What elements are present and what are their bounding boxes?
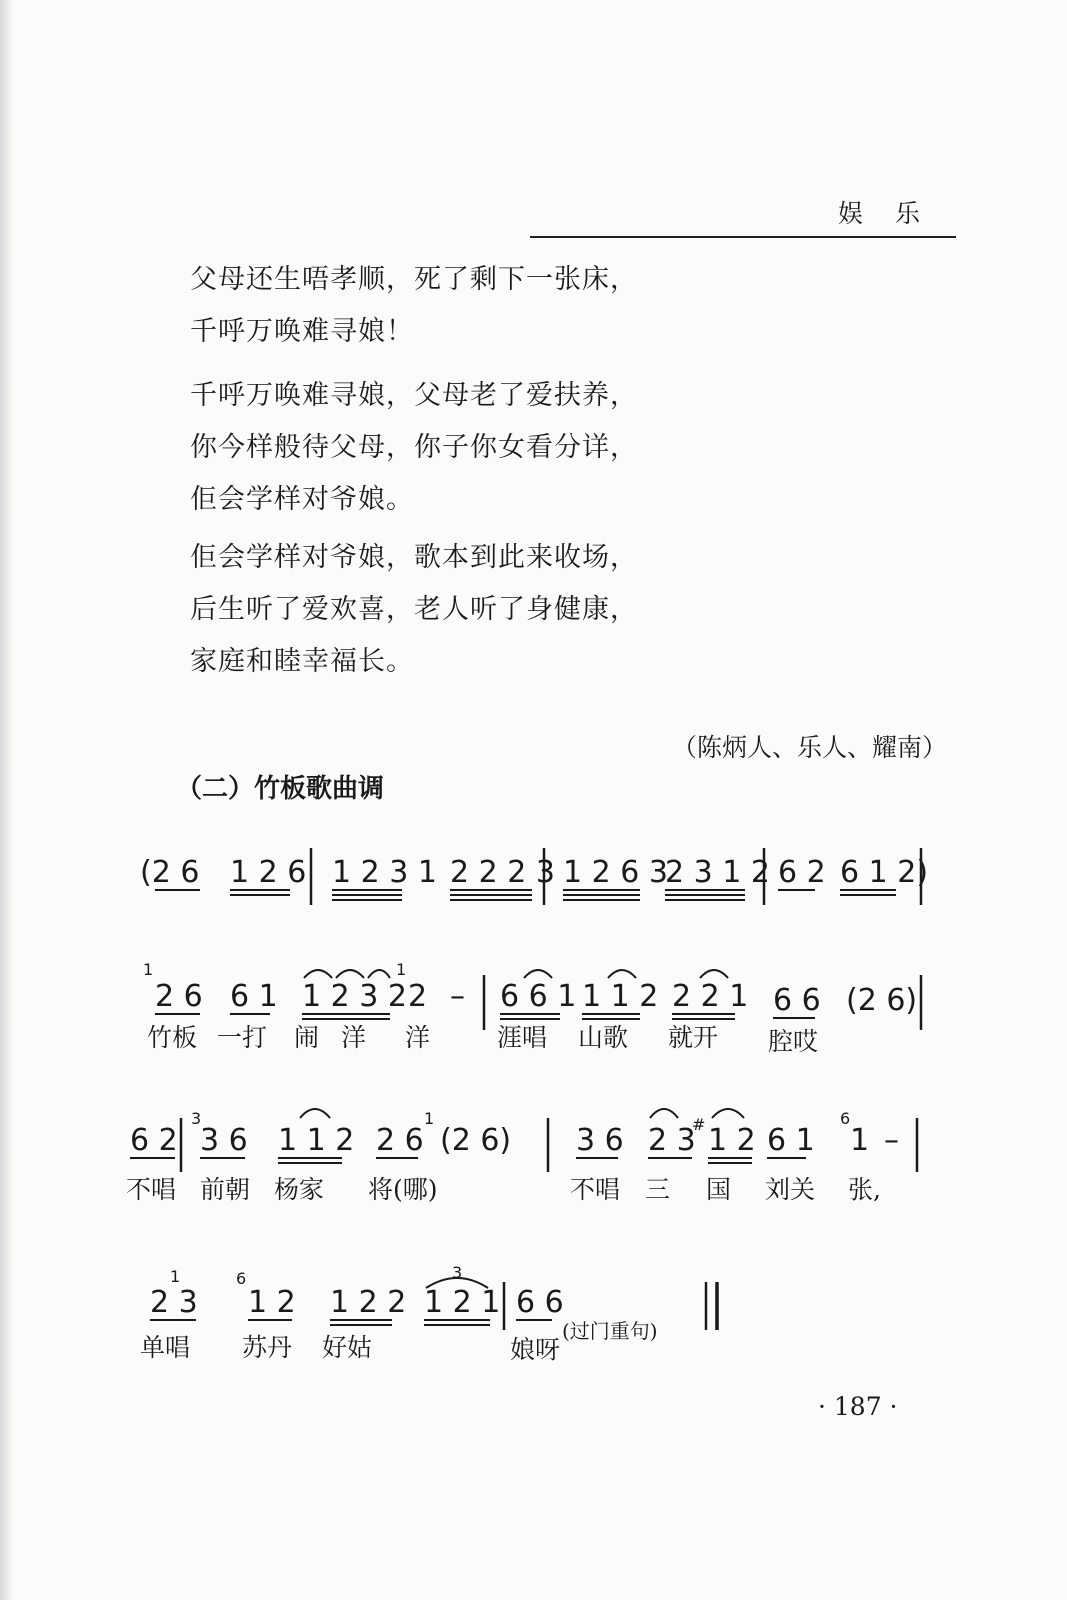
verse-line: 父母还生唔孝顺，死了剩下一张床， bbox=[190, 264, 638, 295]
note-group: 6 1 bbox=[767, 1123, 815, 1158]
grace-note: 1 bbox=[396, 960, 407, 979]
verse-line: 佢会学样对爷娘，歌本到此来收场， bbox=[190, 542, 638, 573]
lyric: 不唱 bbox=[570, 1175, 621, 1204]
note-group: 2 6 bbox=[376, 1123, 424, 1158]
note-group: – bbox=[450, 979, 465, 1014]
grace-note: 1 bbox=[424, 1109, 435, 1128]
note-group: 6 1 2) bbox=[840, 855, 929, 890]
note-group: 2 6 bbox=[155, 979, 203, 1014]
repeat-annotation: (过门重句) bbox=[562, 1319, 658, 1343]
note-group: 1 bbox=[850, 1123, 870, 1158]
note-group: 1 2 3 1 bbox=[332, 855, 437, 890]
verse-line: 后生听了爱欢喜，老人听了身健康， bbox=[190, 594, 638, 625]
note-group: 3 6 bbox=[200, 1123, 248, 1158]
note-group: 1 2 bbox=[248, 1285, 296, 1320]
grace-note: 6 bbox=[840, 1109, 851, 1128]
note-group: 3 6 bbox=[576, 1123, 624, 1158]
lyric: 竹板 bbox=[147, 1023, 198, 1052]
score-line-4 bbox=[140, 1263, 717, 1364]
note-group: 1 2 1 bbox=[424, 1285, 501, 1320]
verse-line: 佢会学样对爷娘。 bbox=[190, 484, 414, 515]
verse-line: 千呼万唤难寻娘！ bbox=[190, 316, 414, 347]
grace-note: 3 bbox=[191, 1109, 202, 1128]
lyric: 腔哎 bbox=[768, 1027, 819, 1056]
note-group: 2 3 1 2 bbox=[665, 855, 770, 890]
note-group: 6 2 bbox=[778, 855, 826, 890]
grace-note: 1 bbox=[143, 960, 154, 979]
lyric: 国 bbox=[706, 1175, 732, 1204]
note-group: 2 3 bbox=[150, 1285, 198, 1320]
lyric: 不唱 bbox=[126, 1175, 177, 1204]
lyric: 闹 bbox=[294, 1023, 320, 1052]
grace-note: 6 bbox=[236, 1269, 247, 1288]
note-group: 6 6 bbox=[516, 1285, 564, 1320]
note-group: 1 1 2 bbox=[582, 979, 659, 1014]
sharp-sign: # bbox=[692, 1115, 706, 1134]
lyric: 三 bbox=[645, 1175, 671, 1204]
note-group: 6 2 bbox=[130, 1123, 178, 1158]
score-line-1 bbox=[140, 848, 928, 905]
verse-line: 你今样般待父母，你子你女看分详， bbox=[190, 432, 638, 463]
note-group: 1 2 6 bbox=[230, 855, 307, 890]
section-title: （二）竹板歌曲调 bbox=[176, 774, 385, 804]
score-line-2 bbox=[143, 960, 921, 1056]
lyric: 洋 bbox=[341, 1023, 367, 1052]
note-group: 2 bbox=[408, 979, 428, 1014]
verse-line: 千呼万唤难寻娘，父母老了爱扶养， bbox=[190, 380, 638, 411]
lyric: 娘呀 bbox=[510, 1335, 561, 1364]
triplet-mark: 3 bbox=[452, 1263, 463, 1282]
lyric: 张, bbox=[848, 1175, 881, 1204]
note-group: (2 6) bbox=[440, 1123, 512, 1158]
note-group: 2 2 1 bbox=[672, 979, 749, 1014]
running-header-title: 娱 乐 bbox=[838, 199, 932, 228]
verse-line: 家庭和睦幸福长。 bbox=[190, 646, 414, 677]
lyric: 好姑 bbox=[322, 1333, 373, 1362]
note-group: 2 2 2 3 bbox=[450, 855, 555, 890]
note-group: – bbox=[884, 1123, 899, 1158]
note-group: 6 6 1 bbox=[500, 979, 577, 1014]
note-group: 6 1 bbox=[230, 979, 278, 1014]
lyric: 杨家 bbox=[274, 1175, 325, 1204]
note-group: (2 6 bbox=[140, 855, 200, 890]
lyric: 刘关 bbox=[765, 1175, 816, 1204]
note-group: 1 2 6 3 bbox=[563, 855, 668, 890]
attribution: （陈炳人、乐人、耀南） bbox=[672, 733, 948, 762]
note-group: 2 3 bbox=[648, 1123, 696, 1158]
note-group: 1 1 2 bbox=[278, 1123, 355, 1158]
note-group: 1 2 3 2 bbox=[302, 979, 407, 1014]
grace-note: 1 bbox=[170, 1267, 181, 1286]
note-group: 1 2 bbox=[708, 1123, 756, 1158]
score-line-3 bbox=[126, 1109, 917, 1204]
lyric: 单唱 bbox=[140, 1333, 191, 1362]
lyric: 山歌 bbox=[578, 1023, 629, 1052]
lyric: 涯唱 bbox=[497, 1023, 548, 1052]
lyric: 将(哪) bbox=[368, 1175, 438, 1204]
lyric: 前朝 bbox=[200, 1175, 251, 1204]
note-group: 6 6 bbox=[773, 983, 821, 1018]
note-group: (2 6) bbox=[846, 983, 918, 1018]
lyric: 就开 bbox=[668, 1023, 719, 1052]
note-group: 1 2 2 bbox=[330, 1285, 407, 1320]
underlines bbox=[155, 890, 896, 900]
lyric: 苏丹 bbox=[242, 1333, 293, 1362]
lyric: 洋 bbox=[405, 1023, 431, 1052]
page-number: · 187 · bbox=[818, 1392, 898, 1421]
lyric: 一打 bbox=[217, 1023, 268, 1052]
